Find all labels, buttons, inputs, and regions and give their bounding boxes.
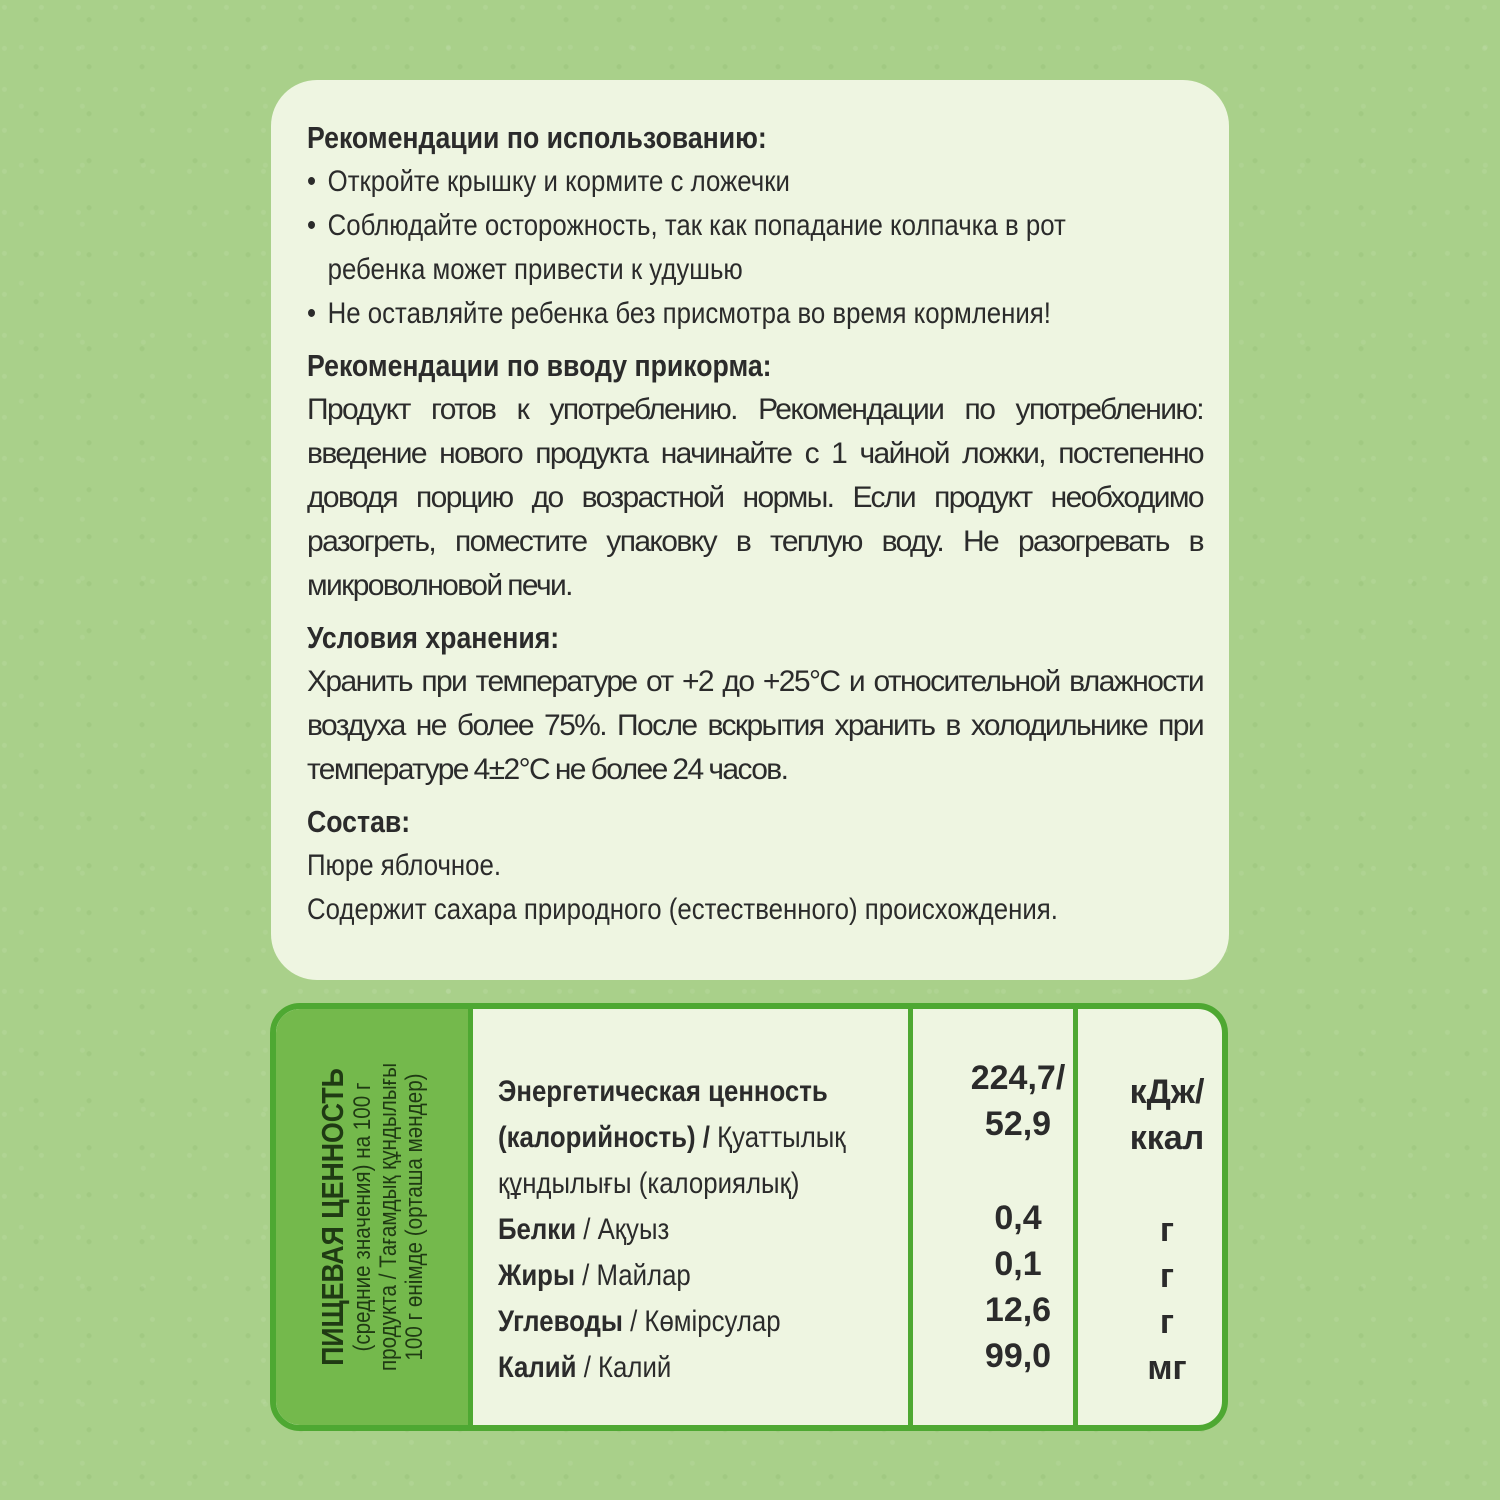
nutrition-side-line-1: (средние значения) на 100 г — [349, 1082, 376, 1352]
nutrition-rows — [498, 1059, 1218, 1391]
carbs-unit: г — [1159, 1303, 1175, 1341]
usage-title: Рекомендации по использованию: — [307, 120, 767, 155]
energy-name-kz-1: Қуаттылық — [709, 1121, 846, 1154]
carbs-value: 12,6 — [984, 1291, 1052, 1329]
carbs-name — [498, 1299, 908, 1345]
info-card — [271, 80, 1229, 980]
divider-left — [468, 1009, 473, 1425]
composition-line-1: Пюре яблочное. — [307, 849, 502, 882]
feeding-title: Рекомендации по вводу прикорма: — [307, 348, 772, 383]
potassium-unit: мг — [1147, 1349, 1187, 1387]
fat-unit: г — [1159, 1257, 1175, 1295]
usage-bullet-1: • Откройте крышку и кормите с ложечки — [307, 160, 1078, 204]
carbs-name-ru: Углеводы — [498, 1305, 623, 1338]
nutrition-side-title: ПИЩЕВАЯ ЦЕННОСТЬ — [315, 1068, 350, 1366]
nutrition-side-band — [276, 1009, 468, 1425]
energy-value — [918, 1055, 1118, 1147]
energy-unit — [1092, 1069, 1228, 1161]
composition-line-2: Содержит сахара природного (естественного) происхождения. — [307, 893, 1058, 926]
fat-name-ru: Жиры — [498, 1259, 575, 1292]
energy-value-kj: 224,7/ — [970, 1059, 1066, 1097]
protein-unit: г — [1159, 1211, 1175, 1249]
usage-bullet-3: • Не оставляйте ребенка без присмотра во время кормления! — [307, 292, 1078, 336]
potassium-name-ru: Калий — [498, 1351, 577, 1384]
energy-name — [498, 1069, 908, 1207]
energy-name-ru-2: (калорийность) / — [498, 1121, 710, 1154]
feeding-text: Продукт готов к употреблению. Рекомендации по употреблению: введение нового продукта начинайте с 1 чайной ложки, постепенно доводя порцию до возрастной нормы. Если продукт необходимо разогреть, поместите упаковку в теплую воду. Не разогревать в микроволновой печи. — [307, 393, 1203, 602]
energy-name-ru-1: Энергетическая ценность — [498, 1075, 828, 1108]
protein-name-kz: / Ақуыз — [576, 1213, 670, 1246]
energy-name-kz-2: құндылығы (калориялық) — [498, 1167, 800, 1200]
fat-value: 0,1 — [994, 1245, 1042, 1283]
energy-unit-kcal: ккал — [1129, 1119, 1205, 1157]
energy-value-kcal: 52,9 — [984, 1105, 1052, 1143]
composition-title: Состав: — [307, 804, 411, 839]
nutrition-side-label — [316, 1027, 428, 1407]
nutrition-table — [270, 1003, 1228, 1431]
potassium-value: 99,0 — [984, 1337, 1052, 1375]
storage-title: Условия хранения: — [307, 620, 560, 655]
fat-name-kz: / Майлар — [574, 1259, 691, 1292]
protein-name-ru: Белки — [498, 1213, 577, 1246]
usage-bullet-2: • Соблюдайте осторожность, так как попадание колпачка в рот — [307, 204, 1078, 248]
energy-unit-kj: кДж/ — [1129, 1073, 1205, 1111]
potassium-name — [498, 1345, 908, 1391]
usage-bullet-2-cont: ребенка может привести к удушью — [327, 253, 743, 286]
storage-text: Хранить при температуре от +2 до +25°С и относительной влажности воздуха не более 75%. После вскрытия хранить в холодильнике при температуре 4±2°С не более 24 часов. — [307, 665, 1203, 786]
carbs-name-kz: / Көмірсулар — [622, 1305, 781, 1338]
fat-name — [498, 1253, 908, 1299]
potassium-name-kz: / Калий — [576, 1351, 672, 1384]
nutrition-side-line-2: продукта / Тағамдық құндылығы — [375, 1062, 402, 1372]
potassium-row — [498, 1337, 1218, 1391]
nutrition-side-line-3: 100 г өнімде (орташа мәндер) — [401, 1073, 428, 1361]
protein-name — [498, 1207, 908, 1253]
protein-value: 0,4 — [994, 1199, 1042, 1237]
energy-row — [498, 1059, 1218, 1207]
